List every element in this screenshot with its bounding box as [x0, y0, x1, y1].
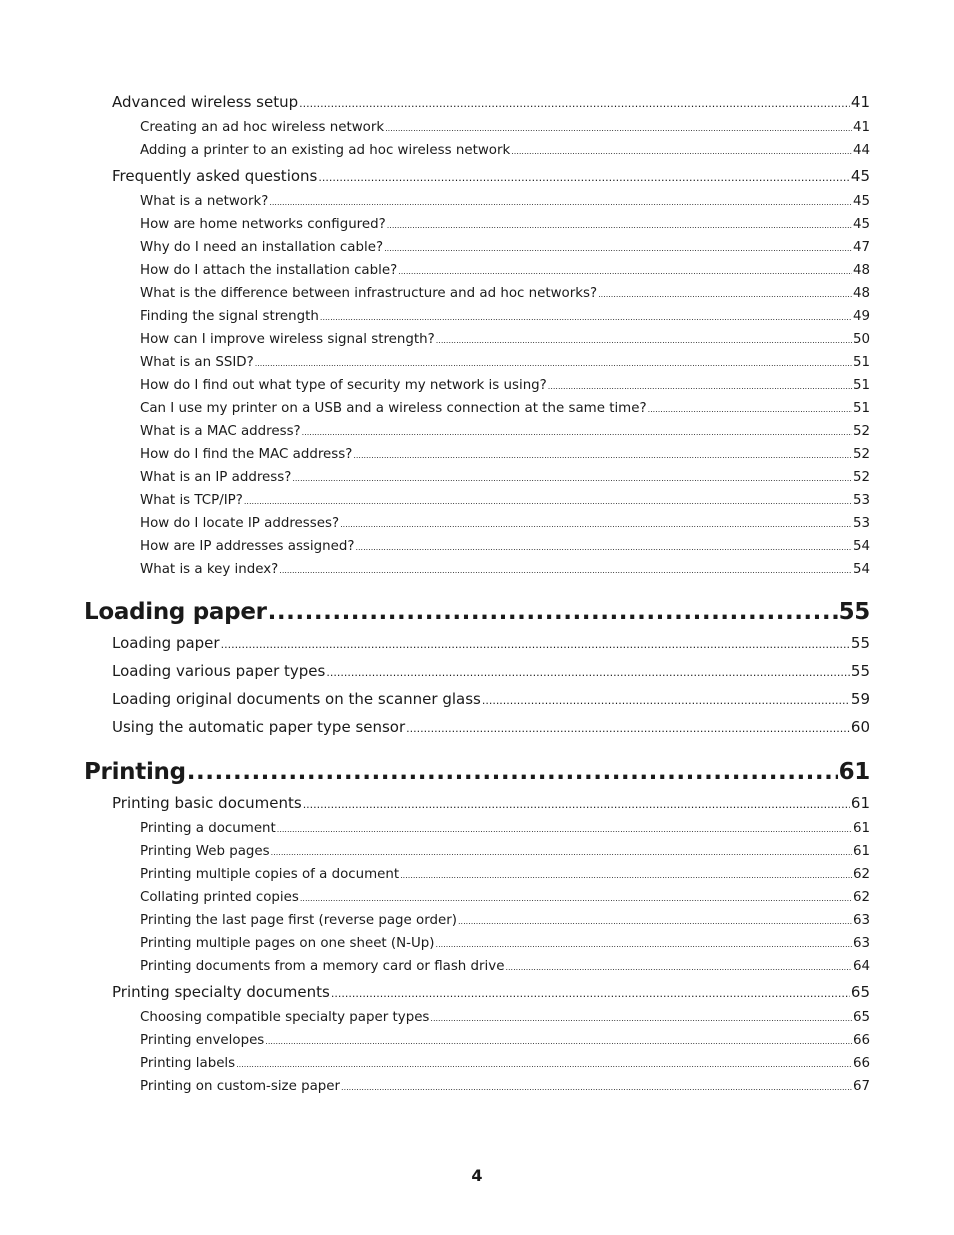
dot-leader: [320, 305, 852, 328]
toc-entry-page: 55: [850, 634, 870, 652]
toc-entry-page: 62: [852, 867, 870, 882]
dot-leader: [384, 236, 852, 259]
toc-entry-title: How do I locate IP addresses?: [140, 516, 340, 531]
toc-entry-title: Printing the last page first (reverse page order): [140, 913, 457, 928]
toc-entry-title: What is a network?: [140, 194, 269, 209]
dot-leader: [398, 259, 852, 282]
toc-entry-title: Printing documents from a memory card or flash drive: [140, 959, 505, 974]
dot-leader: [268, 595, 838, 629]
toc-entry-title: Loading paper: [112, 634, 220, 652]
toc-entry-title: Printing multiple pages on one sheet (N-Up): [140, 936, 435, 951]
toc-entry-title: Loading various paper types: [112, 662, 326, 680]
toc-subsection-entry[interactable]: [84, 955, 870, 978]
toc-entry-page: 41: [850, 93, 870, 111]
dot-leader: [303, 789, 850, 817]
toc-entry-title: Loading paper: [84, 599, 267, 625]
dot-leader: [436, 328, 852, 351]
toc-subsection-entry[interactable]: [84, 489, 870, 512]
toc-subsection-entry[interactable]: [84, 840, 870, 863]
toc-entry-title: How can I improve wireless signal strength?: [140, 332, 435, 347]
toc-entry-title: Choosing compatible specialty paper types: [140, 1010, 430, 1025]
toc-entry-title: Can I use my printer on a USB and a wireless connection at the same time?: [140, 401, 647, 416]
toc-section-entry[interactable]: [84, 713, 870, 741]
toc-entry-page: 51: [852, 355, 870, 370]
toc-entry-title: Printing specialty documents: [112, 983, 330, 1001]
toc-entry-title: Advanced wireless setup: [112, 93, 299, 111]
toc-entry-title: How are home networks configured?: [140, 217, 386, 232]
toc-entry-page: 47: [852, 240, 870, 255]
toc-entry-page: 65: [850, 983, 870, 1001]
toc-entry-page: 54: [852, 562, 870, 577]
toc-section-entry[interactable]: [84, 629, 870, 657]
toc-entry-title: Printing multiple copies of a document: [140, 867, 400, 882]
toc-entry-title: Printing a document: [140, 821, 276, 836]
dot-leader: [271, 840, 852, 863]
toc-entry-title: Printing Web pages: [140, 844, 270, 859]
dot-leader: [355, 535, 852, 558]
dot-leader: [385, 116, 852, 139]
toc-subsection-entry[interactable]: [84, 1075, 870, 1098]
toc-entry-page: 63: [852, 936, 870, 951]
dot-leader: [265, 1029, 852, 1052]
toc-entry-page: 61: [852, 821, 870, 836]
toc-entry-page: 59: [850, 690, 870, 708]
toc-entry-title: Creating an ad hoc wireless network: [140, 120, 385, 135]
toc-entry-page: 67: [852, 1079, 870, 1094]
toc-subsection-entry[interactable]: [84, 420, 870, 443]
page-number: 4: [471, 1166, 483, 1185]
toc-entry-title: Printing on custom-size paper: [140, 1079, 341, 1094]
toc-subsection-entry[interactable]: [84, 512, 870, 535]
toc-subsection-entry[interactable]: [84, 886, 870, 909]
toc-entry-title: Using the automatic paper type sensor: [112, 718, 406, 736]
toc-subsection-entry[interactable]: [84, 397, 870, 420]
dot-leader: [341, 1075, 852, 1098]
toc-entry-title: What is an SSID?: [140, 355, 254, 370]
dot-leader: [279, 558, 852, 581]
toc-subsection-entry[interactable]: [84, 282, 870, 305]
toc-entry-page: 53: [852, 516, 870, 531]
toc-subsection-entry[interactable]: [84, 558, 870, 581]
toc-entry-page: 53: [852, 493, 870, 508]
toc-section-entry[interactable]: [84, 789, 870, 817]
dot-leader: [598, 282, 852, 305]
dot-leader: [277, 817, 852, 840]
dot-leader: [387, 213, 852, 236]
toc-section-entry[interactable]: [84, 88, 870, 116]
toc-entry-page: 48: [852, 263, 870, 278]
toc-chapter-entry[interactable]: [84, 755, 870, 789]
toc-entry-page: 45: [852, 217, 870, 232]
toc-entry-title: Loading original documents on the scanner glass: [112, 690, 481, 708]
toc-subsection-entry[interactable]: [84, 213, 870, 236]
toc-entry-page: 60: [850, 718, 870, 736]
toc-subsection-entry[interactable]: [84, 817, 870, 840]
toc-entry-title: What is a MAC address?: [140, 424, 301, 439]
toc-subsection-entry[interactable]: [84, 351, 870, 374]
toc-section-entry[interactable]: [84, 685, 870, 713]
toc-section-entry[interactable]: [84, 162, 870, 190]
toc-entry-title: Frequently asked questions: [112, 167, 318, 185]
toc-entry-page: 45: [850, 167, 870, 185]
toc-entry-page: 49: [852, 309, 870, 324]
toc-entry-page: 61: [852, 844, 870, 859]
toc-entry-page: 52: [852, 447, 870, 462]
toc-entry-page: 65: [852, 1010, 870, 1025]
dot-leader: [269, 190, 852, 213]
toc-entry-title: Printing labels: [140, 1056, 236, 1071]
toc-subsection-entry[interactable]: [84, 535, 870, 558]
toc-subsection-entry[interactable]: [84, 305, 870, 328]
dot-leader: [187, 755, 838, 789]
toc-subsection-entry[interactable]: [84, 863, 870, 886]
toc-subsection-entry[interactable]: [84, 374, 870, 397]
toc-entry-title: How do I find out what type of security my network is using?: [140, 378, 547, 393]
toc-entry-title: Finding the signal strength: [140, 309, 319, 324]
toc-chapter-entry[interactable]: [84, 595, 870, 629]
toc-entry-page: 44: [852, 143, 870, 158]
toc-entry-title: How do I find the MAC address?: [140, 447, 353, 462]
dot-leader: [458, 909, 852, 932]
dot-leader: [648, 397, 852, 420]
toc-entry-title: Collating printed copies: [140, 890, 299, 905]
toc-entry-title: Printing basic documents: [112, 794, 302, 812]
toc-entry-page: 64: [852, 959, 870, 974]
dot-leader: [331, 978, 850, 1006]
dot-leader: [400, 863, 852, 886]
toc-entry-page: 63: [852, 913, 870, 928]
toc-subsection-entry[interactable]: [84, 1006, 870, 1029]
table-of-contents: [84, 88, 870, 1098]
dot-leader: [511, 139, 852, 162]
toc-entry-page: 61: [838, 759, 870, 785]
dot-leader: [430, 1006, 852, 1029]
toc-entry-title: Printing: [84, 759, 186, 785]
toc-subsection-entry[interactable]: [84, 909, 870, 932]
toc-entry-page: 66: [852, 1056, 870, 1071]
toc-entry-page: 55: [838, 599, 870, 625]
dot-leader: [548, 374, 852, 397]
dot-leader: [255, 351, 852, 374]
dot-leader: [318, 162, 850, 190]
toc-section-entry[interactable]: [84, 978, 870, 1006]
toc-entry-page: 66: [852, 1033, 870, 1048]
toc-subsection-entry[interactable]: [84, 1029, 870, 1052]
toc-subsection-entry[interactable]: [84, 466, 870, 489]
toc-subsection-entry[interactable]: [84, 236, 870, 259]
toc-subsection-entry[interactable]: [84, 443, 870, 466]
toc-entry-page: 50: [852, 332, 870, 347]
toc-subsection-entry[interactable]: [84, 190, 870, 213]
toc-entry-title: Adding a printer to an existing ad hoc wireless network: [140, 143, 511, 158]
toc-entry-title: How do I attach the installation cable?: [140, 263, 398, 278]
toc-entry-page: 48: [852, 286, 870, 301]
dot-leader: [326, 657, 850, 685]
toc-entry-title: What is the difference between infrastructure and ad hoc networks?: [140, 286, 598, 301]
toc-entry-page: 55: [850, 662, 870, 680]
dot-leader: [302, 420, 852, 443]
dot-leader: [482, 685, 850, 713]
toc-entry-page: 54: [852, 539, 870, 554]
dot-leader: [406, 713, 850, 741]
dot-leader: [221, 629, 850, 657]
toc-entry-title: What is TCP/IP?: [140, 493, 243, 508]
toc-entry-page: 51: [852, 401, 870, 416]
toc-subsection-entry[interactable]: [84, 328, 870, 351]
toc-entry-page: 52: [852, 424, 870, 439]
toc-subsection-entry[interactable]: [84, 932, 870, 955]
toc-subsection-entry[interactable]: [84, 259, 870, 282]
toc-entry-page: 51: [852, 378, 870, 393]
dot-leader: [505, 955, 852, 978]
toc-entry-page: 52: [852, 470, 870, 485]
toc-entry-title: How are IP addresses assigned?: [140, 539, 355, 554]
dot-leader: [300, 886, 852, 909]
dot-leader: [353, 443, 852, 466]
toc-entry-page: 61: [850, 794, 870, 812]
toc-subsection-entry[interactable]: [84, 139, 870, 162]
dot-leader: [299, 88, 850, 116]
toc-subsection-entry[interactable]: [84, 116, 870, 139]
toc-entry-page: 62: [852, 890, 870, 905]
toc-entry-title: Why do I need an installation cable?: [140, 240, 384, 255]
dot-leader: [244, 489, 852, 512]
toc-entry-title: Printing envelopes: [140, 1033, 265, 1048]
toc-entry-page: 41: [852, 120, 870, 135]
toc-entry-title: What is an IP address?: [140, 470, 292, 485]
dot-leader: [340, 512, 852, 535]
dot-leader: [236, 1052, 852, 1075]
toc-entry-page: 45: [852, 194, 870, 209]
dot-leader: [436, 932, 852, 955]
dot-leader: [292, 466, 852, 489]
toc-subsection-entry[interactable]: [84, 1052, 870, 1075]
toc-section-entry[interactable]: [84, 657, 870, 685]
toc-entry-title: What is a key index?: [140, 562, 279, 577]
